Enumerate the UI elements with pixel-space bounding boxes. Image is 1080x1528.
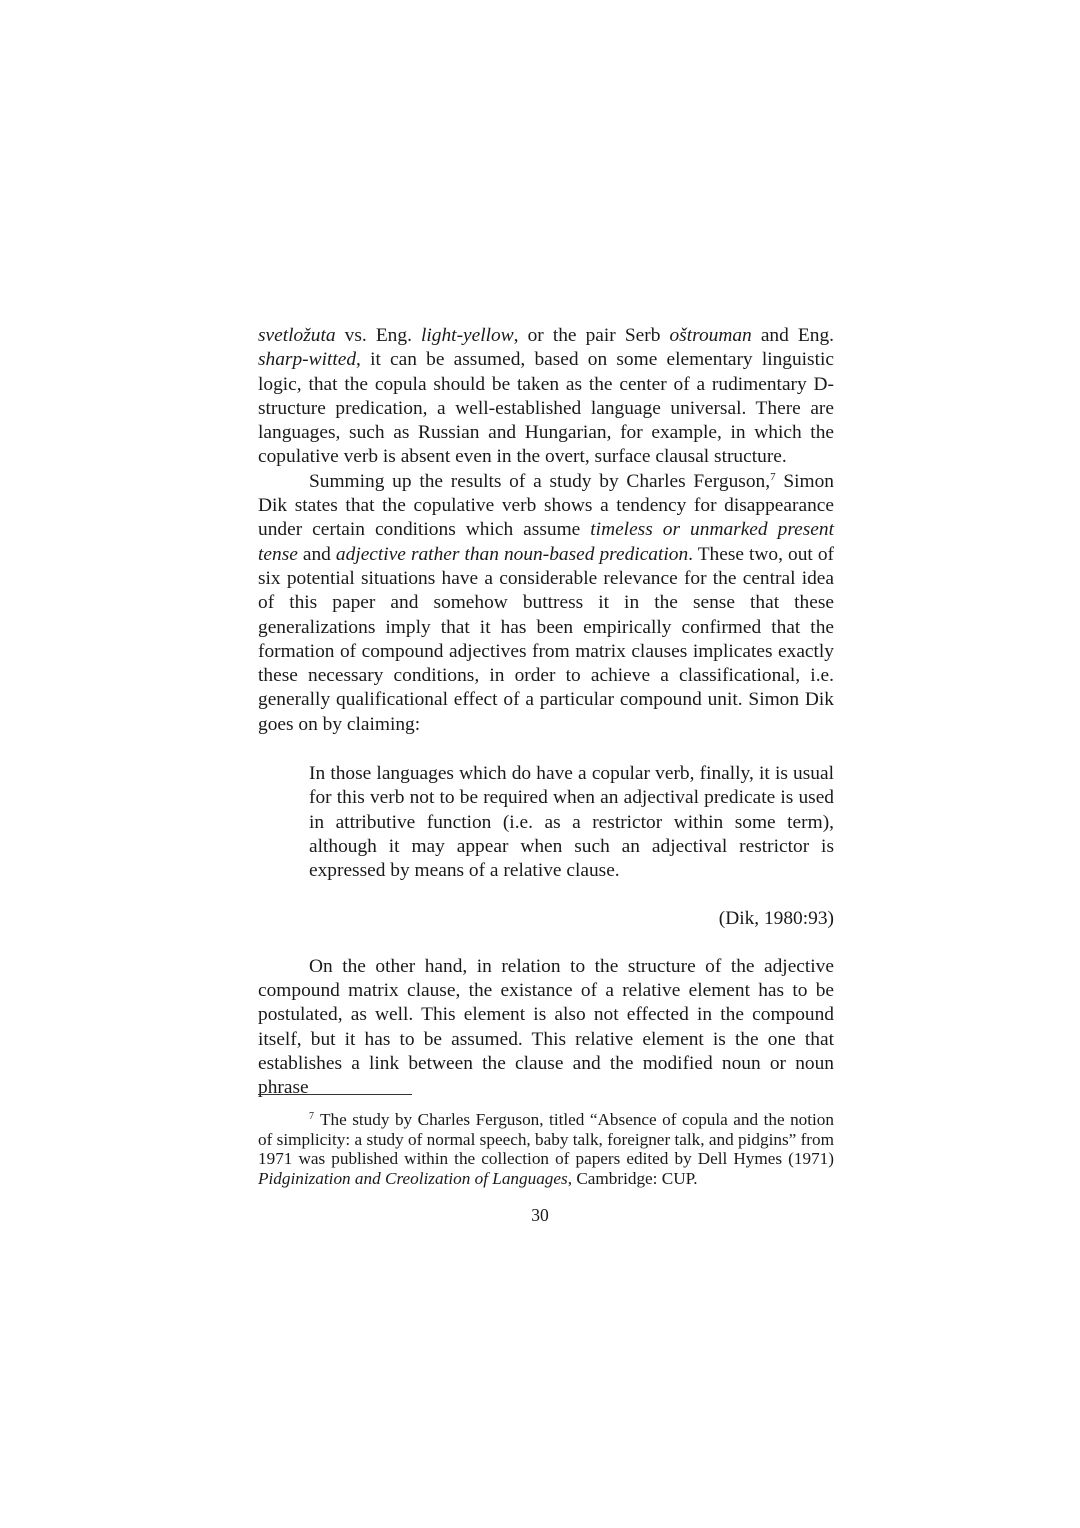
paragraph-2 (258, 470, 834, 737)
footnote-reference[interactable]: 7 (770, 470, 776, 483)
footnote-number: 7 (309, 1111, 314, 1122)
main-text (258, 324, 834, 1101)
term-sharp-witted: sharp-witted (258, 349, 357, 371)
text-run: , Cambridge: CUP. (567, 1168, 698, 1188)
footnote-separator (258, 1094, 412, 1095)
block-quote: In those languages which do have a copular verb, finally, it is usual for this verb not to be required when an adjectival predicate is used in attributive function (i.e. as a restrictor within some term), although it may appear when such an adjectival restrictor is expressed by means of a relative clause. (309, 763, 834, 882)
term-svetlozuta: svetložuta (258, 325, 336, 346)
text-run: , it can be assumed, based on some elementary linguistic logic, that the copula should be taken as the center of a rudimentary D-structure predication, a well-established language universal. There are languages, such as Russian and Hungarian, for example, in which the copulative verb is absent even in the overt, surface clausal structure. (258, 349, 834, 468)
paragraph-1 (258, 324, 834, 470)
emphasis-timeless: timeless or unmarked present tense (258, 519, 834, 565)
term-ostrouman: oštrouman (669, 325, 752, 346)
page-number: 30 (531, 1205, 549, 1225)
paragraph-3: On the other hand, in relation to the structure of the adjective compound matrix clause, the existance of a relative element has to be postulated, as well. This element is also not effected in the compound itself, but it has to be assumed. This relative element is the one that establishes a link between the clause and the modified noun or noun phrase (258, 955, 834, 1099)
footnote-book-title: Pidginization and Creolization of Languages (258, 1168, 568, 1188)
quote-citation: (Dik, 1980:93) (718, 907, 834, 929)
text-run: and (297, 543, 336, 565)
text-run: and Eng. (751, 325, 834, 346)
text-run: vs. Eng. (335, 325, 422, 346)
text-run: , or the pair Serb (513, 325, 670, 346)
text-run: Summing up the results of a study by Charles Ferguson, (309, 470, 771, 492)
text-run: Simon Dik states that the copulative verb shows a tendency for disappearance under certain conditions which assume (258, 470, 834, 541)
term-light-yellow: light-yellow (421, 325, 514, 346)
text-run: The study by Charles Ferguson, titled “Absence of copula and the notion of simplicity: a study of normal speech, baby talk, foreigner talk, and pidgins” from 1971 was published within the collection of papers edited by Dell Hymes (1971) (258, 1110, 834, 1169)
footnote-7 (258, 1107, 834, 1188)
text-run: . These two, out of six potential situations have a considerable relevance for the central idea of this paper and somehow buttress it in the sense that these generalizations imply that it has been empirically confirmed that the formation of compound adjectives from matrix clauses implicates exactly these necessary conditions, in order to achieve a classificational, i.e. generally qualificational effect of a particular compound unit. Simon Dik goes on by claiming: (258, 543, 834, 735)
emphasis-adjective: adjective rather than noun-based predication (335, 543, 689, 565)
